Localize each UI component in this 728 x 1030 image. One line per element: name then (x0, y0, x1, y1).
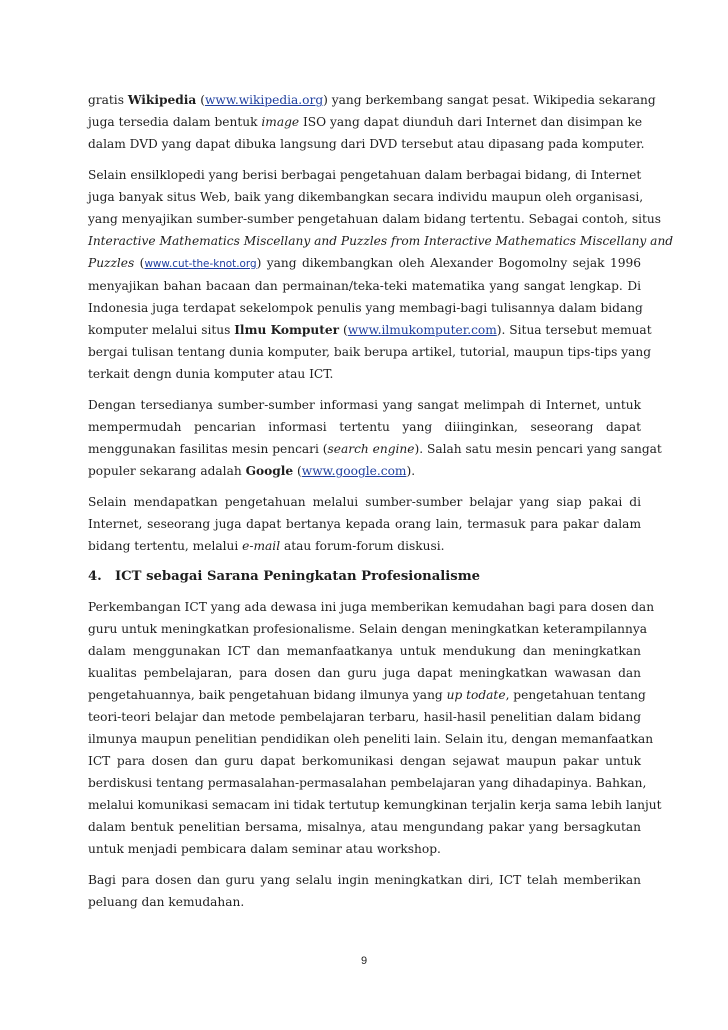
italic-title: Puzzles (88, 256, 135, 270)
text-line (88, 89, 656, 111)
text-line: Perkembangan ICT yang ada dewasa ini juga memberikan kemudahan bagi para dosen dan (88, 600, 655, 614)
text-line: mempermudah pencarian informasi tertentu yang diiinginkan, seseorang dapat (88, 420, 641, 434)
text: ( (196, 93, 205, 107)
text-line: bergai tulisan tentang dunia komputer, baik berupa artikel, tutorial, maupun tips-tips yang (88, 345, 652, 359)
text-line: kualitas pembelajaran, para dosen dan guru juga dapat meningkatkan wawasan dan (88, 666, 641, 680)
bold-term-ilmu-komputer: Ilmu Komputer (234, 323, 340, 337)
italic-term: up todate (446, 688, 506, 702)
text: ). (406, 464, 416, 478)
link-ilmukomputer[interactable]: www.ilmukomputer.com (347, 323, 497, 337)
section-number: 4. (88, 569, 102, 584)
text: , pengetahuan tentang (505, 688, 646, 702)
text-line: menyajikan bahan bacaan dan permainan/teka-teki matematika yang sangat lengkap. Di (88, 279, 641, 293)
text-line (88, 319, 652, 341)
text-line: dalam menggunakan ICT dan memanfaatkanya untuk mendukung dan meningkatkan (88, 644, 641, 658)
paragraph-wikipedia (88, 89, 656, 155)
text-line (88, 535, 641, 557)
text-line: yang menyajikan sumber-sumber pengetahuan dalam bidang tertentu. Sebagai contoh, situs (88, 212, 662, 226)
text-line: Bagi para dosen dan guru yang selalu ingin meningkatkan diri, ICT telah memberikan (88, 873, 641, 887)
text: pengetahuannya, baik pengetahuan bidang ilmunya yang (88, 688, 447, 702)
text-line: Dengan tersedianya sumber-sumber informasi yang sangat melimpah di Internet, untuk (88, 398, 641, 412)
bold-term-wikipedia: Wikipedia (127, 93, 197, 107)
text: ). Situa tersebut memuat (496, 323, 652, 337)
page-number: 9 (360, 955, 368, 967)
text-line: untuk menjadi pembicara dalam seminar atau workshop. (88, 842, 441, 856)
bold-term-google: Google (245, 464, 294, 478)
text: juga tersedia dalam bentuk (88, 115, 262, 129)
page-content (88, 89, 674, 922)
section-title: ICT sebagai Sarana Peningkatan Profesionalisme (115, 569, 481, 584)
text: ( (339, 323, 348, 337)
link-cut-the-knot[interactable]: www.cut-the-knot.org (144, 258, 257, 270)
text: gratis (88, 93, 128, 107)
text-line: melalui komunikasi semacam ini tidak tertutup kemungkinan terjalin kerja sama lebih lanjut (88, 798, 662, 812)
text-line (88, 684, 646, 706)
italic-term: e-mail (242, 539, 281, 553)
text-line (88, 111, 641, 133)
text-line: Selain ensilklopedi yang berisi berbagai pengetahuan dalam berbagai bidang, di Internet (88, 168, 642, 182)
link-google[interactable]: www.google.com (301, 464, 407, 478)
text-line: peluang dan kemudahan. (88, 895, 245, 909)
text: ). Salah satu mesin pencari yang sangat (414, 442, 662, 456)
text-line: guru untuk meningkatkan profesionalisme. Selain dengan meningkatkan keterampilannya (88, 622, 648, 636)
text: bidang tertentu, melalui (88, 539, 243, 553)
text: ) yang dikembangkan oleh Alexander Bogomolny sejak 1996 (256, 256, 641, 270)
link-wikipedia[interactable]: www.wikipedia.org (204, 93, 324, 107)
text: ISO yang dapat diunduh dari Internet dan disimpan ke (299, 115, 643, 129)
paragraph-profesionalisme (88, 596, 662, 860)
text-line: ilmunya maupun penelitian pendidikan oleh peneliti lain. Selain itu, dengan memanfaatkan (88, 732, 654, 746)
text-line: Internet, seseorang juga dapat bertanya kepada orang lain, termasuk para pakar dalam (88, 517, 641, 531)
text-line: juga banyak situs Web, baik yang dikembangkan secara individu maupun oleh organisasi, (88, 190, 644, 204)
text-line: ICT para dosen dan guru dapat berkomunikasi dengan sejawat maupun pakar untuk (88, 754, 641, 768)
text-line (88, 230, 674, 252)
text-line (88, 252, 641, 275)
text: komputer melalui situs (88, 323, 235, 337)
text-line: dalam DVD yang dapat dibuka langsung dari DVD tersebut atau dipasang pada komputer. (88, 137, 645, 151)
text-line: dalam bentuk penelitian bersama, misalnya, atau mengundang pakar yang bersagkutan (88, 820, 641, 834)
text-line: berdiskusi tentang permasalahan-permasalahan pembelajaran yang dihadapinya. Bahkan, (88, 776, 647, 790)
paragraph-closing (88, 869, 641, 913)
text: ( (293, 464, 302, 478)
italic-title: Interactive Mathematics Miscellany and Puzzles from Interactive Mathematics Miscellany and (88, 234, 674, 248)
text-line (88, 460, 641, 482)
text-line: Selain mendapatkan pengetahuan melalui sumber-sumber belajar yang siap pakai di (88, 495, 641, 509)
paragraph-search-engine (88, 394, 662, 482)
section-heading (88, 566, 641, 588)
paragraph-email (88, 491, 641, 557)
text-line: terkait dengn dunia komputer atau ICT. (88, 367, 334, 381)
text-line (88, 438, 662, 460)
text: menggunakan fasilitas mesin pencari ( (88, 442, 328, 456)
italic-term: search engine (327, 442, 415, 456)
text: populer sekarang adalah (88, 464, 246, 478)
text: ( (134, 256, 145, 270)
italic-term: image (261, 115, 300, 129)
text-line: Indonesia juga terdapat sekelompok penulis yang membagi-bagi tulisannya dalam bidang (88, 301, 643, 315)
text: ) yang berkembang sangat pesat. Wikipedia sekarang (323, 93, 656, 107)
text: atau forum-forum diskusi. (280, 539, 445, 553)
text-line: teori-teori belajar dan metode pembelajaran terbaru, hasil-hasil penelitian dalam bidang (88, 710, 641, 724)
paragraph-websites (88, 164, 674, 385)
